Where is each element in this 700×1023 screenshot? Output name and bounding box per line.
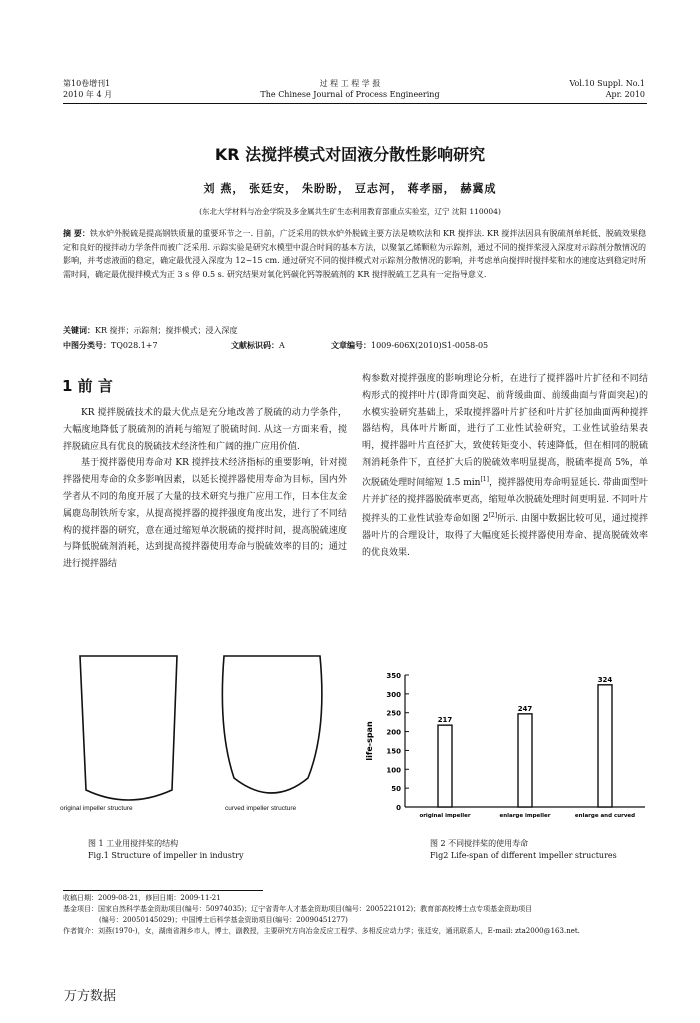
footnotes [63,893,663,937]
fund-info-cont: (编号：20050145029)；中国博士后科学基金资助项目(编号：20090451277) [99,916,348,924]
figure-1-label-right: curved impeller structure [225,805,297,812]
curved-impeller-shape [222,656,322,793]
y-tick-label: 0 [396,804,401,812]
original-impeller-shape [80,656,177,800]
y-tick-label: 100 [386,766,401,775]
figure-1-label-left: original impeller structure [60,805,133,812]
received-date: 收稿日期：2009-08-21，修回日期：2009-11-21 [63,894,221,902]
article-no-label: 文章编号： [331,340,371,350]
clc-value: TQ028.1+7 [111,341,158,350]
bar-value-label: 324 [597,675,613,684]
keywords [63,324,238,337]
figure-2-chart [360,665,660,823]
journal-name-cn: 过 程 工 程 学 报 [319,79,381,88]
citation-2: [2] [488,512,498,520]
affiliation: (东北大学材料与冶金学院及多金属共生矿生态利用教育部重点实验室，辽宁 沈阳 110004) [199,207,501,216]
doc-code-value: A [279,341,285,350]
classification-row [63,339,653,352]
watermark: 万方数据 [64,989,117,1004]
left-column [63,405,347,573]
clc-label: 中图分类号： [63,340,111,350]
volume-en: Vol.10 Suppl. No.1 [569,79,645,88]
journal-volume [569,78,645,100]
intro-paragraph-2: 基于搅拌器使用寿命对 KR 搅拌技术经济指标的重要影响，针对搅拌器使用寿命的众多影响因素，以延长搅拌器使用寿命为目标，国内外学者从不同的角度开展了大量的技术研究与推广应用工作，日本住友金属鹿岛制铁所专家，从提高搅拌器的搅拌强度角度出发，进行了不同结构的搅拌器的研究，意在通过缩短单次脱硫的搅拌时间，提高脱硫速度与降低脱硫剂消耗，达到提高搅拌器使用寿命与脱硫效率的目的；通过进行搅拌器结 [63,458,347,570]
bar [518,714,532,807]
journal-name-en: The Chinese Journal of Process Engineering [260,90,440,99]
issue-date: 2010 年 4 月 [63,90,113,99]
figure-1-caption-en: Fig.1 Structure of impeller in industry [88,851,244,860]
issue-volume: 第10卷增刊1 [63,79,111,88]
para3-part3: 所示. 由图中数据比较可见，通过搅拌器叶片的合理设计，取得了大幅度延长搅拌器使用寿命、提高脱硫效率的优良效果. [362,514,648,558]
x-category-label: enlarge and curved [574,813,636,819]
abstract-label: 摘 要： [63,228,90,238]
figure-2-caption [430,838,617,862]
section-heading: 1 前 言 [62,377,113,395]
header-rule [63,103,647,104]
figure-2-caption-en: Fig2 Life-span of different impeller structures [430,851,617,860]
figure-1-caption-cn: 图 1 工业用搅拌桨的结构 [88,839,179,848]
intro-paragraph-1: KR 搅拌脱硫技术的最大优点是充分地改善了脱硫的动力学条件，大幅度地降低了脱硫剂的消耗与缩短了脱硫时间. 从这一方面来看，搅拌脱硫应具有优良的脱硫技术经济性和广阔的推广应用价值. [63,408,347,452]
article-title: KR 法搅拌模式对固液分散性影响研究 [214,145,486,164]
doc-code-label: 文献标识码： [231,340,279,350]
fund-info: 基金项目：国家自然科学基金资助项目(编号：50974035)；辽宁省青年人才基金资助项目(编号：2005221012)；教育部高校博士点专项基金资助项目 [63,905,533,913]
footnote-rule [63,890,263,891]
figure-1-drawing [60,650,360,820]
y-tick-label: 200 [386,728,401,737]
abstract-text: 铁水炉外脱硫是提高钢铁质量的重要环节之一. 目前，广泛采用的铁水炉外脱硫主要方法是喷吹法和 KR 搅拌法. KR 搅拌法因具有脱硫剂单耗低、脱硫效果稳定和良好的搅拌动力学条件而被广泛采用. 示踪实验是研究水模型中混合时间的基本方法，以聚氯乙烯颗粒为示踪剂，通过不同的搅拌桨浸入深度对示踪剂分散情况的影响，并考虑液面的稳定，确定最优浸入深度为 12~15 cm. 通过研究不同的搅拌模式对示踪剂分散情况的影响，并考虑单向搅拌时搅拌桨和水的速度达到稳定时所需时间，确定最优搅拌模式为正 3 s 停 0.5 s. 研究结果对氧化钙碳化钙等脱硫剂的 KR 搅拌脱硫工艺具有一定指导意义. [63,229,646,279]
keywords-text: KR 搅拌；示踪剂；搅拌模式；浸入深度 [95,326,238,335]
para3-part1: 构参数对搅拌强度的影响理论分析，在进行了搅拌器叶片扩径和不同结构形式的搅拌叶片(即背面突起、前背缓曲面、前缓曲面与背面突起)的水模实验研究基础上，采取搅拌器叶片扩径和叶片扩径加曲面两种搅拌器结构，具体叶片断面，进行了工业性试验研究，工业性试验结果表明，搅拌器叶片直径扩大，致使转矩变小、转速降低，但在相同的脱硫剂消耗条件下，直径扩大后的脱硫效率明显提高，脱硫率提高 5%，单次脱硫处理时间缩短 1.5 min [362,374,648,488]
citation-1: [1] [480,475,489,483]
y-tick-label: 300 [386,690,401,699]
y-tick-label: 350 [386,672,401,680]
y-tick-label: 50 [391,785,401,794]
figure-1-caption [88,838,243,862]
x-category-label: enlarge impeller [499,813,551,819]
bar-value-label: 217 [437,716,453,725]
bar-value-label: 247 [517,704,533,713]
bar [598,685,612,807]
abstract [63,227,646,281]
date-en: Apr. 2010 [605,90,645,99]
intro-paragraph-3 [362,371,648,562]
author-bio: 作者简介：刘燕(1970-)，女，湖南省湘乡市人，博士，副教授，主要研究方向冶金反应工程学、多相反应动力学；张廷安，通讯联系人，E-mail: zta2000@163.net. [63,927,580,935]
para3-part2: ，搅拌器使用寿命明显延长. 带曲面型叶片并扩径的搅拌器脱硫率更高，缩短单次脱硫处理时间更明显. 不同叶片搅拌头的工业性试验寿命如图 2 [362,477,648,525]
y-axis-label: life-span [365,721,374,761]
article-no-value: 1009-606X(2010)S1-0058-05 [371,341,489,350]
bar [438,725,452,807]
x-category-label: original impeller [419,813,471,819]
keywords-label: 关键词： [63,325,95,335]
y-tick-label: 250 [386,709,401,718]
author-list: 刘 燕， 张廷安， 朱盼盼， 豆志河， 蒋孝丽， 赫冀成 [203,182,497,195]
right-column [362,371,648,562]
y-tick-label: 150 [386,747,401,756]
figure-2-caption-cn: 图 2 不同搅拌桨的使用寿命 [430,839,529,848]
